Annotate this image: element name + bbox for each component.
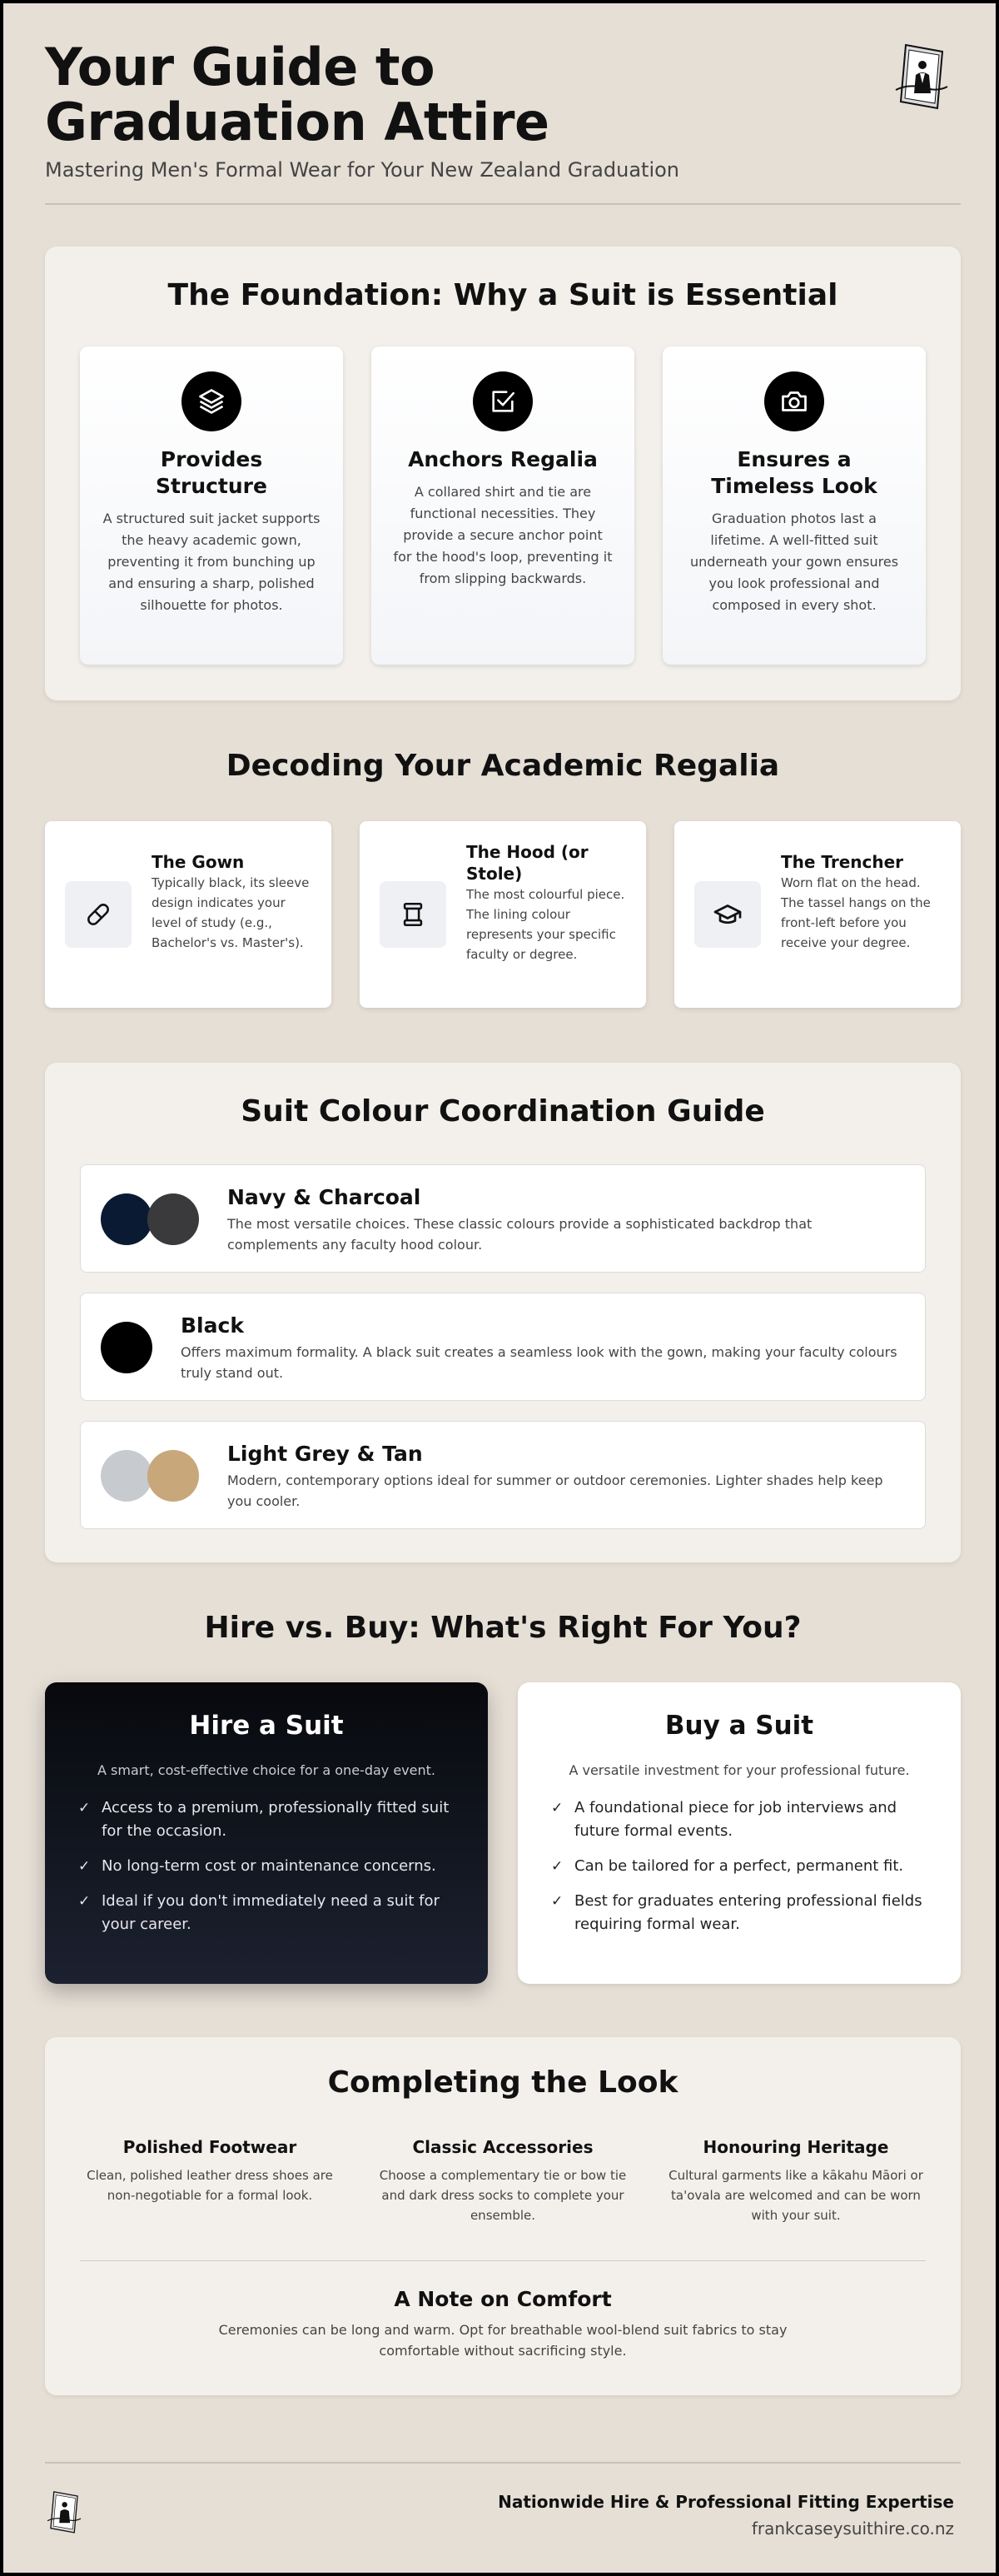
hire-tagline: A smart, cost-effective choice for a one-day event.	[97, 1762, 435, 1778]
card-text: Graduation photos last a lifetime. A well-fitted suit underneath your gown ensures you look professional and composed in every shot.	[689, 511, 899, 613]
buy-tagline: A versatile investment for your professional future.	[569, 1762, 910, 1778]
footer-website-link[interactable]: frankcaseysuithire.co.nz	[751, 2519, 954, 2539]
colour-row-title: Light Grey & Tan	[227, 1442, 423, 1466]
hire-suit-card	[45, 1682, 488, 1984]
card-text: A collared shirt and tie are functional necessities. They provide a secure anchor point for the hood's loop, preventing it from slipping backwards.	[393, 484, 613, 586]
regalia-card-title: The Gown	[152, 852, 245, 872]
check-icon: ✓	[78, 1858, 91, 1875]
list-item: ✓ Best for graduates entering professional fields requiring formal wear.	[551, 1890, 927, 1936]
footwear-column	[77, 2137, 343, 2225]
hire-vs-buy-title: Hire vs. Buy: What's Right For You?	[204, 1611, 802, 1645]
regalia-card-trencher	[674, 821, 961, 1008]
regalia-card-hood	[360, 821, 646, 1008]
footer-logo	[45, 2489, 83, 2537]
footer-divider	[45, 2462, 961, 2464]
hire-points	[78, 1796, 455, 1936]
foundation-card-structure	[80, 346, 343, 665]
foundation-title: The Foundation: Why a Suit is Essential	[167, 278, 838, 312]
colour-row-text: The most versatile choices. These classic colours provide a sophisticated backdrop that complements any faculty hood colour.	[227, 1216, 813, 1253]
regalia-card-gown	[45, 821, 331, 1008]
check-icon: ✓	[78, 1893, 91, 1910]
column-text: Choose a complementary tie or bow tie and dark dress socks to complete your ensemble.	[379, 2168, 627, 2223]
regalia-card-title: The Trencher	[781, 852, 904, 872]
list-item: ✓ Access to a premium, professionally fitted suit for the occasion.	[78, 1796, 455, 1843]
colour-row-black	[80, 1293, 926, 1401]
column-text: Clean, polished leather dress shoes are non-negotiable for a formal look.	[87, 2168, 333, 2203]
page-subtitle: Mastering Men's Formal Wear for Your New Zealand Graduation	[45, 158, 679, 182]
checkbox-icon	[473, 371, 533, 431]
comfort-note	[45, 2287, 961, 2361]
footer-tagline: Nationwide Hire & Professional Fitting Expertise	[498, 2492, 954, 2512]
footer-info	[498, 2492, 954, 2539]
card-title: Provides Structure	[156, 447, 267, 498]
regalia-cards	[45, 821, 961, 1008]
accessories-column	[370, 2137, 636, 2225]
regalia-card-text: Typically black, its sleeve design indicates your level of study (e.g., Bachelor's vs. Master's).	[152, 875, 310, 950]
colour-guide-section	[45, 1063, 961, 1562]
completing-look-section	[45, 2037, 961, 2395]
hire-title: Hire a Suit	[189, 1711, 344, 1741]
colour-row-grey-tan	[80, 1421, 926, 1529]
foundation-section	[45, 247, 961, 700]
navy-swatch	[101, 1193, 152, 1245]
colour-row-text: Modern, contemporary options ideal for summer or outdoor ceremonies. Lighter shades help keep you cooler.	[227, 1472, 883, 1509]
column-title: Classic Accessories	[412, 2137, 594, 2157]
header-divider	[45, 203, 961, 205]
list-item: ✓ No long-term cost or maintenance concerns.	[78, 1855, 455, 1878]
note-title: A Note on Comfort	[394, 2287, 612, 2311]
tan-swatch	[147, 1450, 199, 1502]
section-divider	[80, 2260, 926, 2261]
list-item: ✓ Ideal if you don't immediately need a suit for your career.	[78, 1890, 455, 1936]
column-title: Honouring Heritage	[703, 2137, 889, 2157]
foundation-card-regalia	[371, 346, 634, 665]
card-title: Anchors Regalia	[408, 447, 598, 471]
scroll-icon	[380, 881, 446, 948]
charcoal-swatch	[147, 1193, 199, 1245]
column-text: Cultural garments like a kākahu Māori or ta'ovala are welcomed and can be worn with your suit.	[668, 2168, 923, 2223]
check-icon: ✓	[551, 1858, 564, 1875]
page-title: Your Guide to Graduation Attire	[45, 37, 549, 152]
header	[45, 37, 961, 182]
light-grey-swatch	[101, 1450, 152, 1502]
graduation-cap-icon	[694, 881, 761, 948]
black-swatch	[101, 1322, 152, 1373]
card-title: Ensures a Timeless Look	[711, 447, 877, 498]
regalia-title: Decoding Your Academic Regalia	[226, 749, 780, 783]
colour-row-title: Black	[181, 1313, 244, 1338]
regalia-card-text: The most colourful piece. The lining colour represents your specific faculty or degree.	[466, 887, 625, 962]
colour-row-text: Offers maximum formality. A black suit creates a seamless look with the gown, making your faculty colours truly stand out.	[181, 1344, 897, 1381]
regalia-card-text: Worn flat on the head. The tassel hangs on the front-left before you receive your degree.	[781, 875, 931, 950]
check-icon: ✓	[551, 1893, 564, 1910]
colour-row-navy-charcoal	[80, 1164, 926, 1273]
list-item: ✓ A foundational piece for job interviews and future formal events.	[551, 1796, 927, 1843]
heritage-column	[663, 2137, 929, 2225]
completing-look-title: Completing the Look	[327, 2065, 678, 2100]
buy-title: Buy a Suit	[664, 1711, 814, 1741]
camera-icon	[764, 371, 824, 431]
buy-points	[551, 1796, 927, 1936]
foundation-card-timeless	[663, 346, 926, 665]
colour-guide-title: Suit Colour Coordination Guide	[241, 1094, 765, 1129]
regalia-card-title: The Hood (or Stole)	[466, 842, 589, 884]
colour-row-title: Navy & Charcoal	[227, 1185, 421, 1209]
pill-icon	[65, 881, 132, 948]
layers-icon	[181, 371, 241, 431]
buy-suit-card	[518, 1682, 961, 1984]
check-icon: ✓	[78, 1800, 91, 1816]
check-icon: ✓	[551, 1800, 564, 1816]
brand-logo	[892, 40, 951, 115]
column-title: Polished Footwear	[122, 2137, 297, 2157]
card-text: A structured suit jacket supports the heavy academic gown, preventing it from bunching up and ensuring a sharp, polished silhouette for photos.	[102, 511, 321, 613]
list-item: ✓ Can be tailored for a perfect, permanent fit.	[551, 1855, 927, 1878]
note-text: Ceremonies can be long and warm. Opt for breathable wool-blend suit fabrics to stay comfortable without sacrificing style.	[218, 2322, 788, 2359]
